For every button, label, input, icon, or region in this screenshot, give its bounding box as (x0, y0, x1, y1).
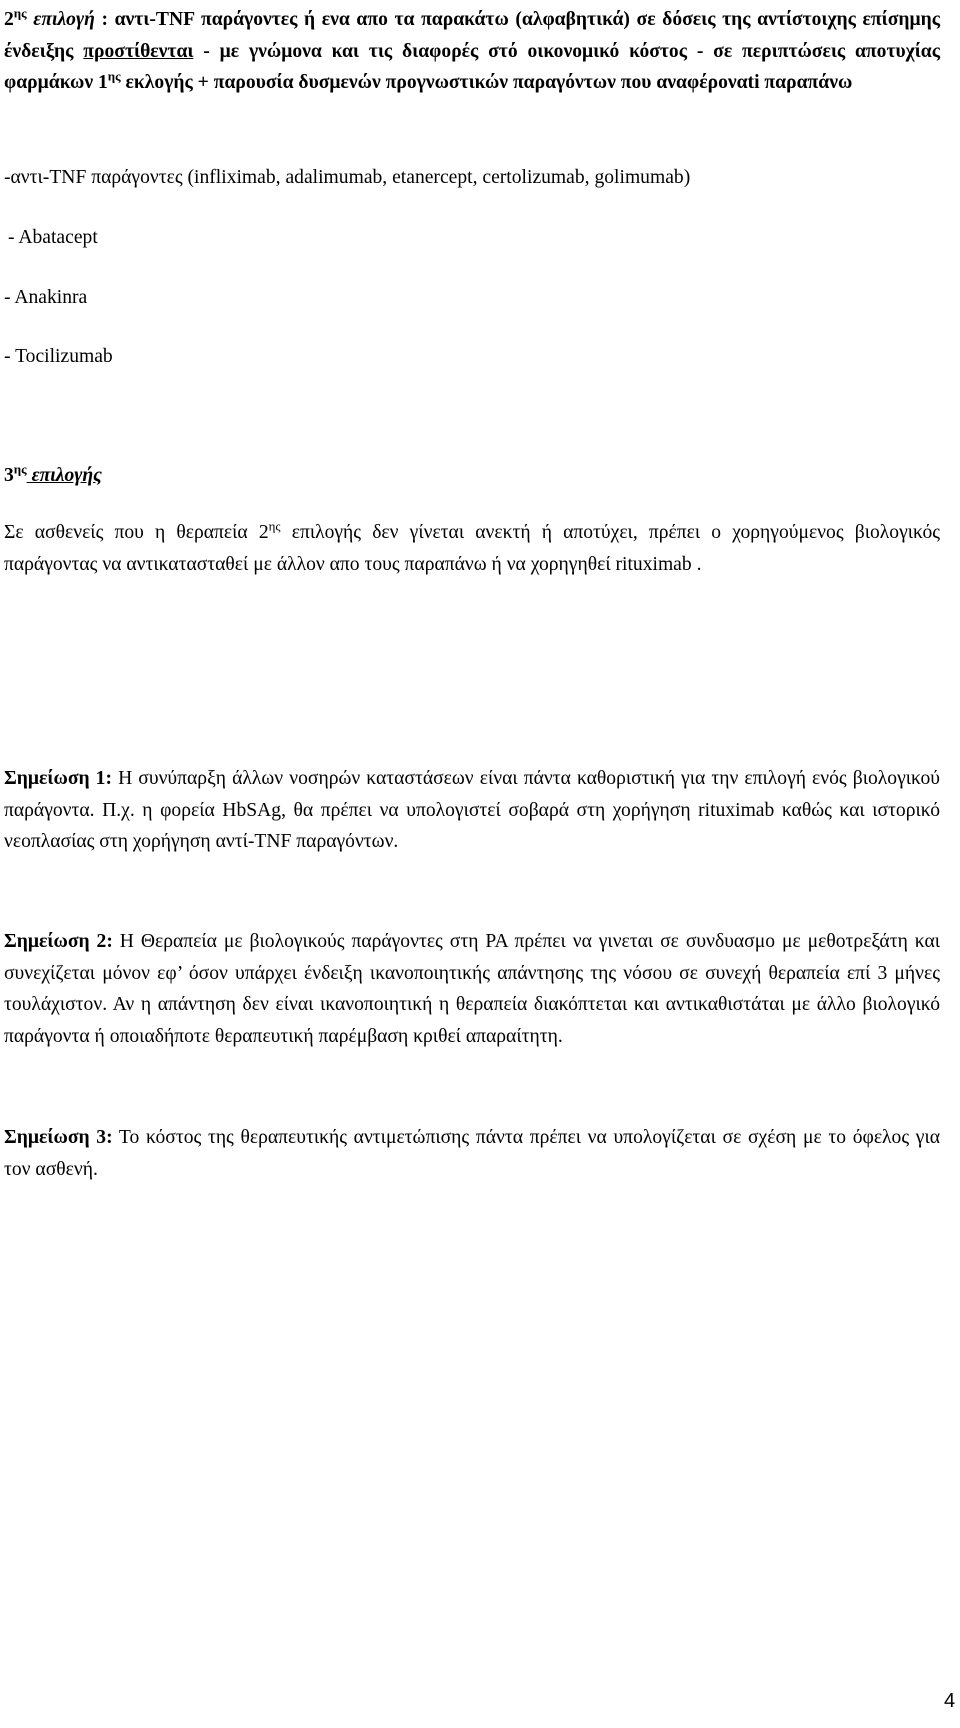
note-3-text: Το κόστος της θεραπευτικής αντιμετώπισης πάντα πρέπει να υπολογίζεται σε σχέση με το όφελος για τον ασθενή. (4, 1127, 940, 1180)
intro-text-a: : αντι-TNF παράγοντες ή ενα απο τα παρακάτω (αλφαβητικά) σε δόσεις της αντίστοιχης επίσημης ένδειξης (4, 9, 940, 62)
drug-item-anakinra: - Anakinra (4, 287, 88, 308)
intro-text-c: εκλογής + παρουσία δυσμενών προγνωστικών παραγόντων που αναφέροναti παραπάνω (120, 72, 853, 93)
note-3-paragraph (4, 1122, 940, 1185)
choice-number: 2 (4, 9, 14, 30)
intro-superscript: ης (107, 68, 121, 84)
third-text-a: Σε ασθενείς που η θεραπεία 2 (4, 522, 269, 543)
intro-text-b: - με γνώμονα και τις διαφορές στό οικονομικό κόστος - σε περιπτώσεις αποτυχίας φαρμάκων 1 (4, 40, 940, 93)
third-heading-number: 3 (4, 465, 14, 486)
third-choice-heading (4, 460, 102, 492)
intro-paragraph (4, 4, 940, 99)
document-page (4, 0, 940, 1728)
choice-label: επιλογή (33, 9, 95, 30)
intro-underlined: προστίθενται (83, 40, 194, 62)
third-heading-superscript: ης (13, 461, 27, 477)
page-number: 4 (944, 1690, 956, 1712)
third-heading-text: επιλογής (26, 465, 102, 486)
drug-item-abatacept: - Abatacept (8, 227, 98, 248)
drug-item-antitnf: -αντι-TNF παράγοντες (infliximab, adalimumab, etanercept, certolizumab, golimumab) (4, 167, 691, 188)
third-text-b: επιλογής δεν γίνεται ανεκτή ή αποτύχει, πρέπει ο χορηγούμενος βιολογικός παράγοντας να αντικατασταθεί με άλλον απο τους παραπάνω ή να χορηγηθεί rituximab . (4, 522, 940, 575)
third-superscript: ης (268, 518, 281, 534)
note-3-label: Σημείωση 3: (4, 1127, 113, 1148)
drug-item-tocilizumab: - Tocilizumab (4, 346, 113, 367)
note-2-text: Η Θεραπεία με βιολογικούς παράγοντες στη ΡΑ πρέπει να γινεται σε συνδυασμο με μεθοτρεξάτη και συνεχίζεται μόνον εφ’ όσον υπάρχει ένδειξη ικανοποιητικής απάντησης της νόσου σε συνεχή θεραπεία επί 3 μήνες τουλάχιστον. Αν η απάντηση δεν είναι ικανοποιητική η θεραπεία διακόπτεται και αντικαθιστάται με άλλο βιολογικό παράγοντα ή οποιαδήποτε θεραπευτική παρέμβαση κριθεί απαραίτητη. (4, 931, 940, 1047)
note-1-label: Σημείωση 1: (4, 768, 112, 789)
note-2-paragraph (4, 926, 940, 1052)
choice-superscript: ης (13, 5, 27, 21)
note-1-text: Η συνύπαρξη άλλων νοσηρών καταστάσεων είναι πάντα καθοριστική για την επιλογή ενός βιολογικού παράγοντα. Π.χ. η φορεία HbSAg, θα πρέπει να υπολογιστεί σοβαρά στη χορήγηση rituximab καθώς και ιστορικό νεοπλασίας στη χορήγηση αντί-TNF παραγόντων. (4, 768, 940, 852)
note-2-label: Σημείωση 2: (4, 931, 113, 952)
third-choice-paragraph (4, 517, 940, 580)
note-1-paragraph (4, 763, 940, 858)
